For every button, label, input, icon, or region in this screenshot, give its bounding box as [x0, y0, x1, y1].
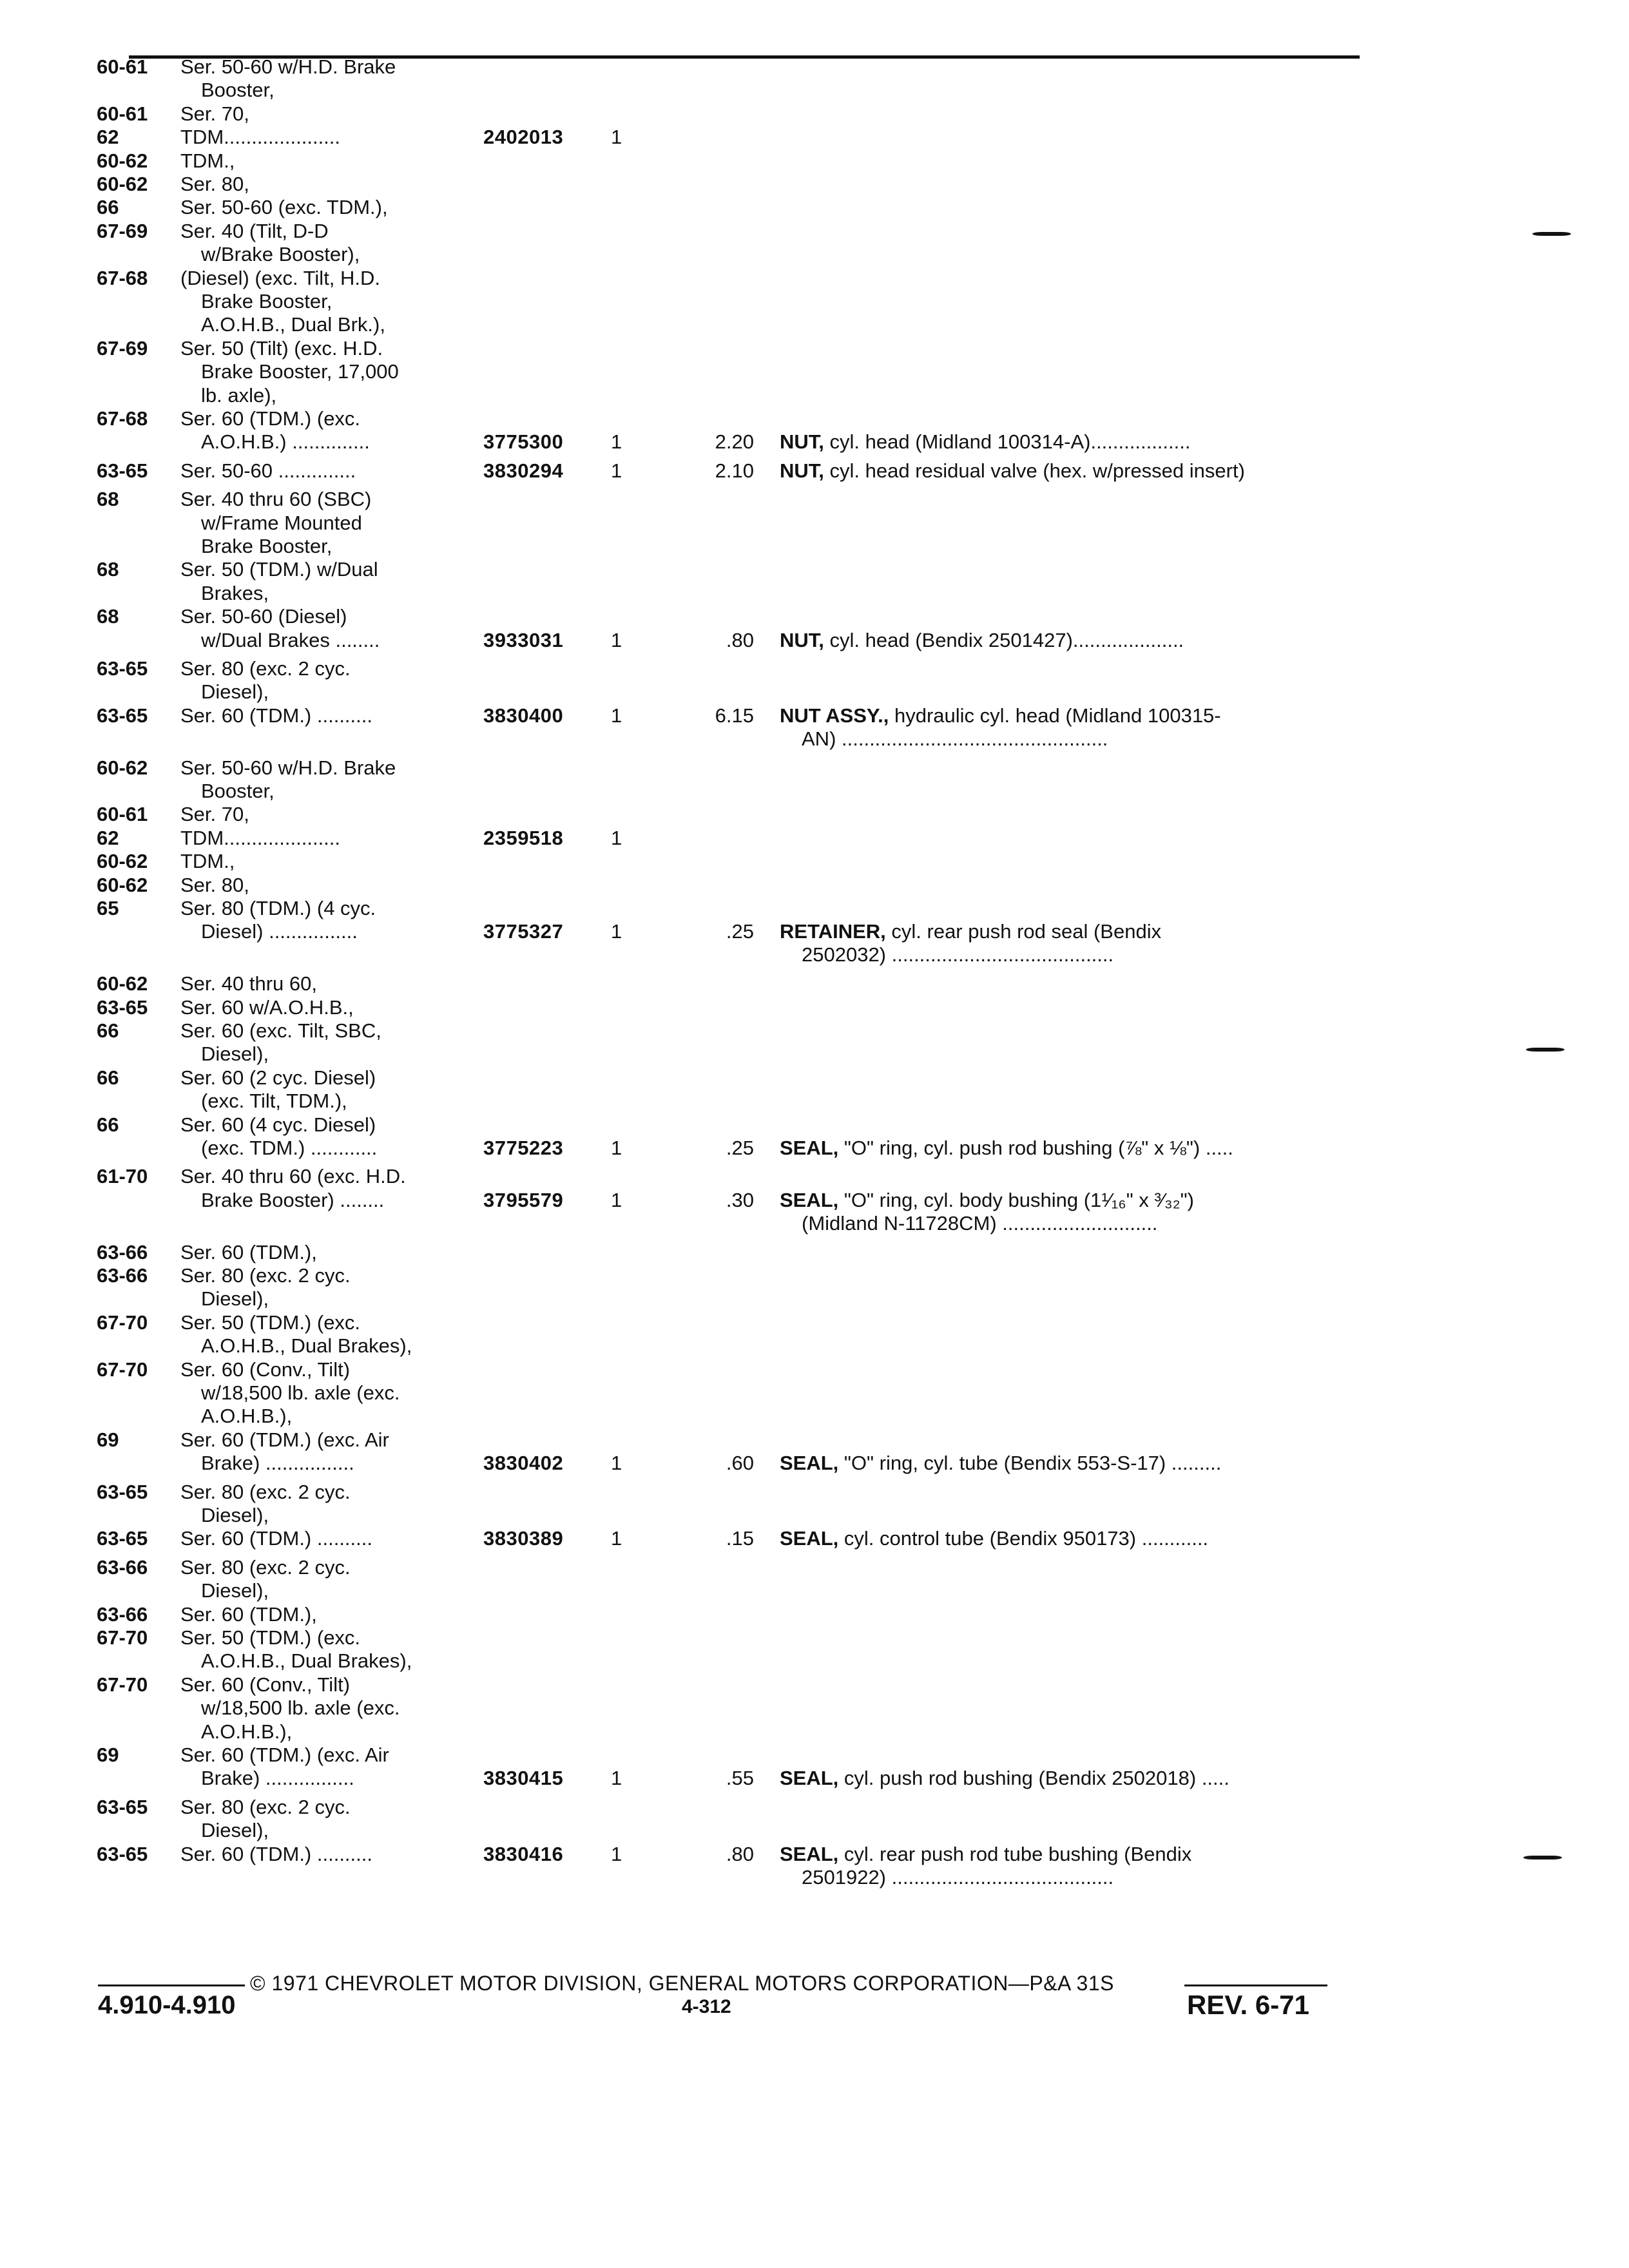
application-text: Diesel),: [201, 1043, 269, 1066]
application-text: Ser. 60 (TDM.) ..........: [180, 1842, 372, 1865]
application-text: Ser. 40 (Tilt, D-D: [180, 219, 329, 242]
part-name: RETAINER,: [780, 920, 892, 943]
application-text: TDM.....................: [180, 826, 341, 849]
quantity: 1: [611, 1527, 622, 1550]
model-year: 60-62: [97, 850, 148, 873]
application-text: A.O.H.B., Dual Brakes),: [201, 1649, 412, 1673]
margin-mark: [1532, 232, 1571, 236]
description-line: [780, 920, 1363, 943]
model-year: 67-69: [97, 219, 148, 242]
model-year: 66: [97, 1113, 119, 1136]
price: .60: [726, 1452, 754, 1475]
model-year: 63-65: [97, 459, 148, 482]
application-text: Ser. 40 thru 60 (SBC): [180, 488, 372, 511]
model-year: 67-70: [97, 1311, 148, 1334]
description-line: [780, 1843, 1363, 1866]
model-year: 66: [97, 196, 119, 219]
description-line: [780, 704, 1363, 727]
price: 6.15: [715, 704, 754, 727]
model-year: 63-66: [97, 1264, 148, 1287]
model-year: 67-68: [97, 266, 148, 289]
model-year: 60-62: [97, 972, 148, 995]
description-text: 2501922) ........................................: [802, 1865, 1114, 1888]
model-year: 69: [97, 1743, 119, 1766]
model-year: 69: [97, 1428, 119, 1451]
part-description: [780, 1767, 1363, 1790]
part-number: 2359518: [483, 826, 564, 849]
description-text: cyl. head residual valve (hex. w/pressed insert): [829, 459, 1245, 482]
footer-rule-right: [1184, 1984, 1327, 1986]
description-text: (Midland N-11728CM) ............................: [802, 1211, 1158, 1235]
application-text: Ser. 50 (TDM.) (exc.: [180, 1311, 361, 1334]
price: .15: [726, 1527, 754, 1550]
application-text: Ser. 50-60 (Diesel): [180, 605, 347, 628]
description-line: [780, 1767, 1363, 1790]
margin-mark: [1526, 1048, 1565, 1052]
application-text: Ser. 80 (TDM.) (4 cyc.: [180, 896, 376, 919]
quantity: 1: [611, 1767, 622, 1790]
description-text: "O" ring, cyl. body bushing (1¹⁄₁₆" x ³⁄₃₂"): [843, 1188, 1194, 1211]
model-year: 62: [97, 826, 119, 849]
application-text: (Diesel) (exc. Tilt, H.D.: [180, 266, 381, 289]
quantity: 1: [611, 628, 622, 651]
model-year: 67-70: [97, 1358, 148, 1381]
model-year: 66: [97, 1066, 119, 1089]
footer-copyright: © 1971 CHEVROLET MOTOR DIVISION, GENERAL MOTORS CORPORATION—P&A 31S: [250, 1972, 1114, 1995]
application-text: Diesel),: [201, 1819, 269, 1842]
application-text: TDM.,: [180, 850, 235, 873]
part-name: NUT,: [780, 430, 830, 454]
part-name: SEAL,: [780, 1767, 844, 1790]
model-year: 63-65: [97, 1527, 148, 1550]
application-text: Ser. 70,: [180, 803, 249, 826]
application-text: (exc. TDM.) ............: [201, 1136, 378, 1159]
price: .25: [726, 1137, 754, 1159]
application-text: Brake Booster,: [201, 534, 333, 557]
part-description: [780, 1843, 1363, 1889]
part-number: 3830389: [483, 1527, 564, 1550]
application-text: Ser. 50-60 w/H.D. Brake: [180, 756, 396, 779]
footer-rule-left: [98, 1984, 245, 1986]
description-line: [780, 1189, 1363, 1212]
application-text: A.O.H.B., Dual Brakes),: [201, 1334, 412, 1358]
margin-mark: [1523, 1856, 1562, 1860]
application-text: w/Frame Mounted: [201, 511, 362, 534]
application-text: Ser. 60 (TDM.) (exc.: [180, 407, 361, 430]
description-text: 2502032) ........................................: [802, 943, 1114, 966]
application-text: Brakes,: [201, 581, 269, 604]
part-description: [780, 704, 1363, 751]
part-description: [780, 1189, 1363, 1235]
description-line: [780, 629, 1363, 652]
application-text: Brake Booster, 17,000: [201, 360, 399, 383]
part-name: SEAL,: [780, 1137, 844, 1159]
application-text: w/Brake Booster),: [201, 243, 360, 266]
quantity: 1: [611, 1188, 622, 1211]
application-text: Ser. 80 (exc. 2 cyc.: [180, 657, 351, 680]
model-year: 67-68: [97, 407, 148, 430]
application-text: Ser. 60 (Conv., Tilt): [180, 1358, 351, 1381]
application-text: Booster,: [201, 79, 275, 102]
application-text: Ser. 60 (TDM.),: [180, 1602, 317, 1626]
application-text: Ser. 40 thru 60,: [180, 972, 317, 995]
model-year: 65: [97, 896, 119, 919]
model-year: 63-65: [97, 1480, 148, 1503]
application-text: Diesel),: [201, 1287, 269, 1311]
part-description: [780, 920, 1363, 966]
part-name: NUT,: [780, 459, 830, 482]
application-text: A.O.H.B., Dual Brk.),: [201, 313, 385, 336]
model-year: 60-61: [97, 55, 148, 78]
price: .25: [726, 920, 754, 943]
description-line: [780, 430, 1363, 454]
application-text: TDM.,: [180, 149, 235, 172]
application-text: Ser. 50-60 (exc. TDM.),: [180, 196, 388, 219]
price: 2.10: [715, 459, 754, 482]
model-year: 63-65: [97, 704, 148, 727]
part-number: 3830294: [483, 459, 564, 482]
description-line: [780, 1452, 1363, 1475]
footer-revision: REV. 6-71: [1187, 1990, 1309, 2020]
application-text: Booster,: [201, 779, 275, 802]
application-text: Ser. 50 (TDM.) w/Dual: [180, 558, 378, 581]
part-name: SEAL,: [780, 1527, 844, 1550]
model-year: 67-69: [97, 336, 148, 360]
model-year: 68: [97, 605, 119, 628]
application-text: w/18,500 lb. axle (exc.: [201, 1381, 400, 1404]
model-year: 60-62: [97, 756, 148, 779]
application-text: Ser. 80 (exc. 2 cyc.: [180, 1264, 351, 1287]
description-text: cyl. rear push rod seal (Bendix: [891, 920, 1162, 943]
application-text: Ser. 60 (2 cyc. Diesel): [180, 1066, 376, 1089]
part-number: 3775300: [483, 430, 564, 454]
description-text: cyl. push rod bushing (Bendix 2502018) .....: [843, 1767, 1229, 1790]
model-year: 66: [97, 1019, 119, 1042]
quantity: 1: [611, 704, 622, 727]
application-text: Ser. 40 thru 60 (exc. H.D.: [180, 1165, 406, 1188]
application-text: Brake) ................: [201, 1452, 354, 1475]
part-name: SEAL,: [780, 1842, 844, 1865]
description-line: [780, 727, 1363, 751]
part-name: SEAL,: [780, 1188, 844, 1211]
part-description: [780, 1452, 1363, 1475]
description-text: "O" ring, cyl. tube (Bendix 553-S-17) .........: [843, 1452, 1222, 1475]
model-year: 68: [97, 488, 119, 511]
application-text: Ser. 70,: [180, 102, 249, 125]
part-number: 3830402: [483, 1452, 564, 1475]
application-text: Ser. 60 (TDM.) ..........: [180, 1527, 372, 1550]
quantity: 1: [611, 430, 622, 454]
quantity: 1: [611, 826, 622, 849]
description-line: [780, 1866, 1363, 1889]
part-number: 3775327: [483, 920, 564, 943]
application-text: Diesel),: [201, 680, 269, 704]
footer-group-number: 4.910-4.910: [98, 1991, 236, 2019]
model-year: 68: [97, 558, 119, 581]
description-text: hydraulic cyl. head (Midland 100315-: [894, 704, 1221, 727]
description-line: [780, 1527, 1363, 1550]
application-text: Ser. 60 (exc. Tilt, SBC,: [180, 1019, 381, 1042]
application-text: Ser. 80,: [180, 173, 249, 195]
part-description: [780, 459, 1363, 483]
application-text: (exc. Tilt, TDM.),: [201, 1090, 347, 1113]
application-text: Ser. 60 w/A.O.H.B.,: [180, 995, 354, 1019]
quantity: 1: [611, 1842, 622, 1865]
application-text: A.O.H.B.),: [201, 1720, 293, 1743]
application-text: Ser. 60 (TDM.) (exc. Air: [180, 1743, 389, 1766]
part-number: 3830416: [483, 1842, 564, 1865]
application-text: Ser. 50 (Tilt) (exc. H.D.: [180, 336, 383, 360]
price: 2.20: [715, 430, 754, 454]
part-number: 3795579: [483, 1188, 564, 1211]
description-text: cyl. control tube (Bendix 950173) ............: [843, 1527, 1209, 1550]
model-year: 63-66: [97, 1602, 148, 1626]
part-number: 3933031: [483, 628, 564, 651]
quantity: 1: [611, 920, 622, 943]
part-number: 3775223: [483, 1136, 564, 1159]
model-year: 63-65: [97, 995, 148, 1019]
part-description: [780, 1137, 1363, 1160]
model-year: 67-70: [97, 1673, 148, 1696]
description-text: "O" ring, cyl. push rod bushing (⅞" x ⅛") .....: [843, 1137, 1233, 1159]
application-text: Brake Booster) ........: [201, 1188, 385, 1211]
application-text: Ser. 60 (TDM.) (exc. Air: [180, 1428, 389, 1451]
application-text: Diesel),: [201, 1579, 269, 1602]
part-number: 2402013: [483, 126, 564, 149]
quantity: 1: [611, 459, 622, 482]
description-line: [780, 1137, 1363, 1160]
application-text: Ser. 80 (exc. 2 cyc.: [180, 1795, 351, 1818]
quantity: 1: [611, 1136, 622, 1159]
price: .80: [726, 628, 754, 651]
application-text: A.O.H.B.),: [201, 1405, 293, 1428]
model-year: 62: [97, 126, 119, 149]
model-year: 60-62: [97, 149, 148, 172]
quantity: 1: [611, 1452, 622, 1475]
description-text: cyl. head (Bendix 2501427)....................: [829, 628, 1184, 651]
application-text: Ser. 50-60 w/H.D. Brake: [180, 55, 396, 78]
description-line: [780, 943, 1363, 966]
application-text: Ser. 60 (TDM.),: [180, 1240, 317, 1264]
application-text: Ser. 60 (Conv., Tilt): [180, 1673, 351, 1696]
model-year: 60-62: [97, 873, 148, 896]
part-name: NUT,: [780, 628, 830, 651]
application-text: Ser. 80 (exc. 2 cyc.: [180, 1555, 351, 1579]
application-text: Brake Booster,: [201, 290, 333, 312]
model-year: 63-66: [97, 1555, 148, 1579]
model-year: 60-61: [97, 803, 148, 826]
model-year: 63-65: [97, 657, 148, 680]
application-text: Diesel),: [201, 1503, 269, 1526]
price: .80: [726, 1842, 754, 1865]
part-description: [780, 430, 1363, 454]
application-text: TDM.....................: [180, 126, 341, 149]
model-year: 60-61: [97, 102, 148, 125]
part-number: 3830415: [483, 1767, 564, 1790]
model-year: 63-65: [97, 1795, 148, 1818]
application-text: w/18,500 lb. axle (exc.: [201, 1696, 400, 1720]
part-description: [780, 1527, 1363, 1550]
application-text: Ser. 60 (TDM.) ..........: [180, 704, 372, 727]
description-text: cyl. rear push rod tube bushing (Bendix: [843, 1842, 1192, 1865]
application-text: Diesel) ................: [201, 920, 358, 943]
application-text: Ser. 80 (exc. 2 cyc.: [180, 1480, 351, 1503]
application-text: Ser. 50 (TDM.) (exc.: [180, 1626, 361, 1649]
application-text: lb. axle),: [201, 383, 277, 407]
description-text: cyl. head (Midland 100314-A)..................: [829, 430, 1191, 454]
part-number: 3830400: [483, 704, 564, 727]
description-text: AN) ................................................: [802, 727, 1108, 750]
description-line: [780, 459, 1363, 483]
model-year: 67-70: [97, 1626, 148, 1649]
price: .30: [726, 1188, 754, 1211]
model-year: 63-65: [97, 1842, 148, 1865]
model-year: 61-70: [97, 1165, 148, 1188]
application-text: Brake) ................: [201, 1767, 354, 1790]
model-year: 60-62: [97, 173, 148, 195]
part-name: SEAL,: [780, 1452, 844, 1475]
footer-page-number: 4-312: [682, 1996, 731, 2017]
price: .55: [726, 1767, 754, 1790]
part-name: NUT ASSY.,: [780, 704, 894, 727]
application-text: Ser. 50-60 ..............: [180, 459, 356, 482]
application-text: Ser. 80,: [180, 873, 249, 896]
description-line: [780, 1212, 1363, 1235]
model-year: 63-66: [97, 1240, 148, 1264]
part-description: [780, 629, 1363, 652]
quantity: 1: [611, 126, 622, 149]
application-text: A.O.H.B.) ..............: [201, 430, 370, 454]
application-text: Ser. 60 (4 cyc. Diesel): [180, 1113, 376, 1136]
application-text: w/Dual Brakes ........: [201, 628, 380, 651]
